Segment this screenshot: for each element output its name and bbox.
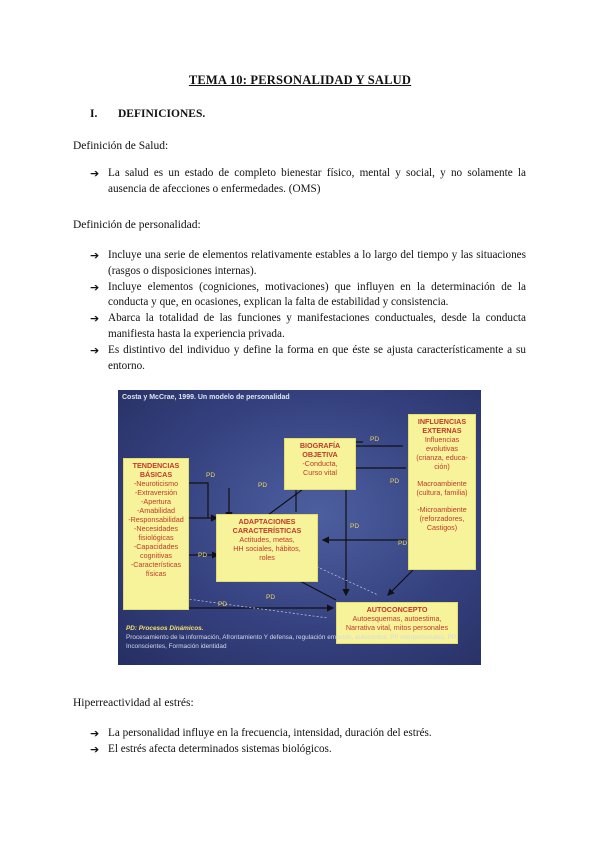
estres-bullet-list [90,726,526,758]
adaptaciones-box: ADAPTACIONES CARACTERÍSTICAS Actitudes, metas, HH sociales, hábitos, roles [216,514,318,582]
section-title: DEFINICIONES. [118,108,206,120]
pd-label: PD [350,523,360,530]
arrow-icon: ➔ [90,312,100,326]
estres-label: Hiperreactividad al estrés: [73,697,194,709]
arrow-icon: ➔ [90,167,100,180]
document-title: TEMA 10: PERSONALIDAD Y SALUD [188,73,412,87]
section-heading [90,108,205,120]
autoconcepto-box: AUTOCONCEPTO Autoesquemas, autoestima, Narrativa vital, mitos personales [336,602,458,644]
arrow-icon: ➔ [90,280,100,294]
biografia-title: BIOGRAFÍA OBJETIVA [299,441,341,459]
influencias-box: INFLUENCIAS EXTERNAS Influencias evolutivas (crianza, educa-ción) Macroambiente (cultura, familia) -Microambiente (reforzadores, Castigos) [408,414,476,570]
salud-label: Definición de Salud: [73,140,169,152]
list-item: ➔ Incluye elementos (cogniciones, motivaciones) que influyen en la determinación de la conducta y que, en ocasiones, explican la falta de estabilidad y consistencia. [90,280,526,309]
autoconcepto-title: AUTOCONCEPTO [366,605,428,614]
influencias-title: INFLUENCIAS EXTERNAS [417,417,467,435]
pd-label: PD [398,540,408,547]
arrow-icon: ➔ [90,249,100,262]
diagram-title: Costa y McCrae, 1999. Un modelo de personalidad [122,394,290,401]
pd-label: PD [266,594,276,601]
arrow-icon: ➔ [90,727,100,740]
list-item: ➔ Incluye una serie de elementos relativamente estables a lo largo del tiempo y las situaciones (rasgos o disposiciones internas). [90,249,526,277]
pd-label: PD [218,601,228,608]
list-item: ➔ La personalidad influye en la frecuencia, intensidad, duración del estrés. [90,727,432,740]
personality-model-diagram [118,390,481,665]
pd-label: PD [198,552,208,559]
section-number: I. [90,108,98,120]
pd-label: PD [390,478,400,485]
adaptaciones-title: ADAPTACIONES CARACTERÍSTICAS [232,517,302,535]
arrow-icon: ➔ [90,343,100,357]
legend-text: Procesamiento de la información, Afrontamiento Y defensa, regulación emoción, autocontrol, PP interpersonales, PP. Inconscientes, Formación identidad [126,634,457,650]
arrow-icon: ➔ [90,742,100,756]
tendencias-box: TENDENCIAS BÁSICAS -Neuroticismo -Extraversión -Apertura -Amabilidad -Responsabilidad -Necesidades fisiológicas -Capacidades cognitivas -Características físicas [123,458,189,610]
list-item: ➔ Es distintivo del individuo y define la forma en que éste se ajusta característicamente a su entorno. [90,343,526,372]
personalidad-label: Definición de personalidad: [73,219,201,231]
pd-label: PD [258,482,268,489]
list-item: ➔ La salud es un estado de completo bienestar físico, mental y social, y no solamente la ausencia de afecciones o enfermedades. (OMS) [90,167,526,195]
list-item: ➔ Abarca la totalidad de las funciones y manifestaciones conductuales, desde la conducta manifiesta hasta la experiencia privada. [90,312,526,340]
diagram-legend [126,624,471,651]
personalidad-bullet-list [90,248,526,374]
pd-label: PD [370,436,380,443]
list-item: ➔ El estrés afecta determinados sistemas biológicos. [90,742,332,756]
pd-label: PD [206,472,216,479]
legend-title: PD: Procesos Dinámicos. [126,625,204,632]
tendencias-title: TENDENCIAS BÁSICAS [132,461,180,479]
biografia-box: BIOGRAFÍA OBJETIVA -Conducta, Curso vital [284,438,356,490]
salud-bullet-list [90,166,526,198]
